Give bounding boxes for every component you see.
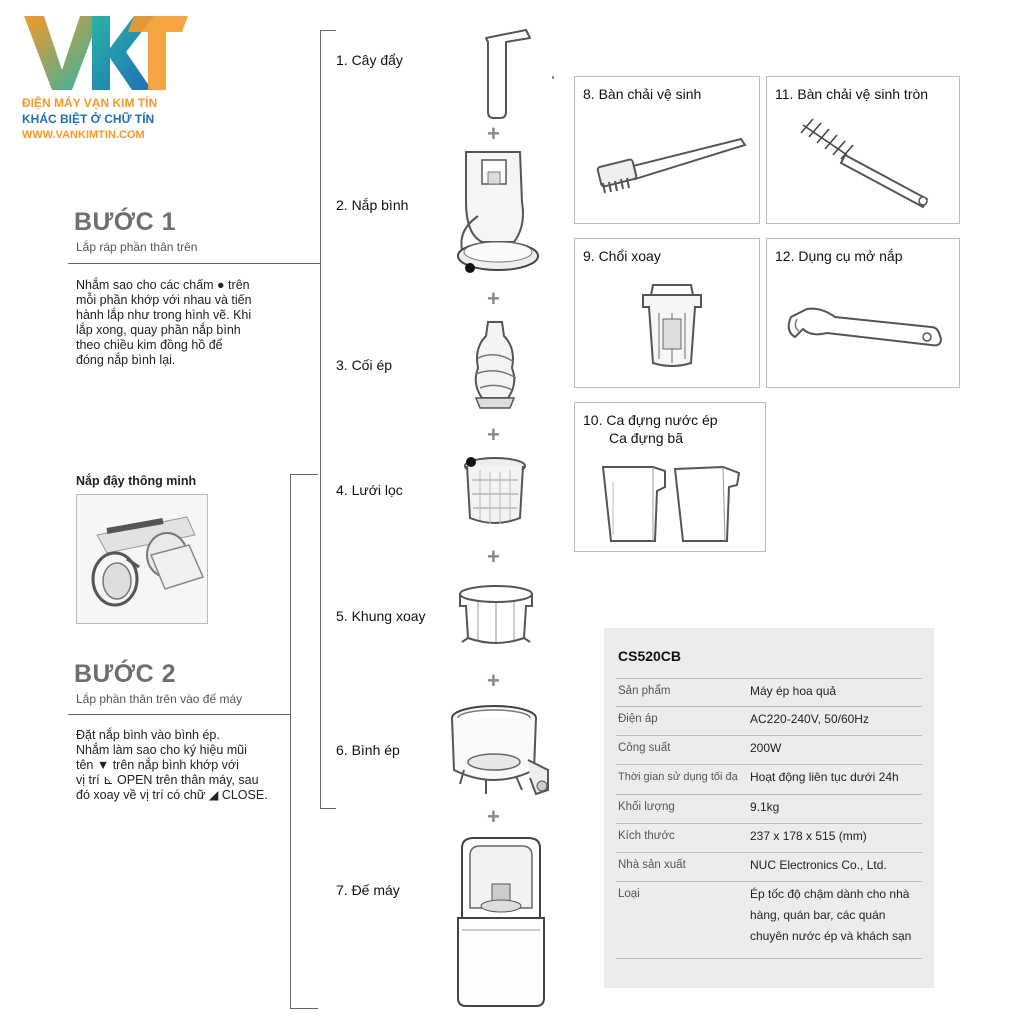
spec-value: Máy ép hoa quả xyxy=(750,684,837,698)
spec-row xyxy=(616,735,922,765)
part-label-lid: 2. Nắp bình xyxy=(336,197,409,213)
round-cleaning-brush-icon xyxy=(797,115,937,211)
spec-key: Thời gian sử dụng tối đa xyxy=(618,771,738,783)
part-label-strainer: 4. Lưới lọc xyxy=(336,482,403,498)
spec-model: CS520CB xyxy=(618,648,682,664)
spec-table xyxy=(604,628,934,988)
bracket-step2-vertical xyxy=(290,474,291,1008)
strainer-icon xyxy=(460,454,530,534)
tiny-mark xyxy=(552,76,554,79)
pusher-icon xyxy=(480,26,536,122)
step1-divider xyxy=(68,263,320,264)
accessory-label-11: 11. Bàn chải vệ sinh tròn xyxy=(775,86,929,102)
accessory-box-9 xyxy=(574,238,760,388)
motor-base-icon xyxy=(452,834,550,1012)
step1-line: mỗi phần khớp với nhau và tiến xyxy=(76,293,252,307)
spec-key: Khối lượng xyxy=(618,801,675,813)
pulp-cup-icon xyxy=(671,461,743,547)
lid-icon xyxy=(452,146,544,278)
spec-value: 200W xyxy=(750,741,782,755)
accessory-label-10 xyxy=(583,411,718,447)
brand-line-2: KHÁC BIỆT Ở CHỮ TÍN xyxy=(22,112,155,126)
part-label-pusher: 1. Cây đẩy xyxy=(336,52,403,68)
spec-row xyxy=(616,881,922,959)
step1-line: hành lắp như trong hình vẽ. Khi xyxy=(76,308,252,322)
cleaning-brush-icon xyxy=(595,133,749,197)
juicing-bowl-icon xyxy=(446,700,556,802)
accessory-label-9: 9. Chổi xoay xyxy=(583,248,661,264)
lid-opener-tool-icon xyxy=(781,297,951,357)
plus-sign: + xyxy=(487,668,500,693)
step2-line: vị trí ⊾ OPEN trên thân máy, sau xyxy=(76,773,259,787)
brand-url[interactable]: WWW.VANKIMTIN.COM xyxy=(22,129,145,141)
spec-value: 9.1kg xyxy=(750,800,780,814)
bracket-step2-bottom xyxy=(290,1008,318,1009)
brand-logo xyxy=(22,12,192,144)
spinning-brush-icon xyxy=(631,283,713,373)
smart-lid-image xyxy=(76,494,208,624)
accessory-label-10-line2: Ca đựng bã xyxy=(609,430,683,446)
smart-lid-illustration-icon xyxy=(77,495,207,623)
accessory-label-12: 12. Dụng cụ mở nắp xyxy=(775,248,903,264)
step2-divider xyxy=(68,714,290,715)
accessory-box-8 xyxy=(574,76,760,224)
step2-line: Đặt nắp bình vào bình ép. xyxy=(76,728,220,742)
step1-line: Nhắm sao cho các chấm ● trên xyxy=(76,278,250,292)
step1-line: lắp xong, quay phần nắp bình xyxy=(76,323,241,337)
spec-value: NUC Electronics Co., Ltd. xyxy=(750,858,887,872)
spec-value: Hoạt động liên tục dưới 24h xyxy=(750,770,899,784)
spec-row xyxy=(616,823,922,853)
accessory-box-10 xyxy=(574,402,766,552)
spec-key: Loại xyxy=(618,888,640,900)
rotating-frame-icon xyxy=(454,584,538,650)
step1-subtitle: Lắp ráp phần thân trên xyxy=(76,240,198,254)
spec-value: 237 x 178 x 515 (mm) xyxy=(750,829,867,843)
spec-row xyxy=(616,852,922,882)
juice-cup-icon xyxy=(599,461,671,547)
bracket-step1-top xyxy=(320,30,336,31)
brand-line-1: ĐIỆN MÁY VẠN KIM TÍN xyxy=(22,96,158,110)
screw-auger-icon xyxy=(462,318,528,412)
spec-value: AC220-240V, 50/60Hz xyxy=(750,712,869,726)
part-label-spinning-brush: 5. Khung xoay xyxy=(336,608,426,624)
spec-key: Kích thước xyxy=(618,830,675,842)
plus-sign: + xyxy=(487,804,500,829)
step1-instructions xyxy=(76,278,286,368)
spec-key: Sản phẩm xyxy=(618,685,671,697)
spec-row xyxy=(616,678,922,707)
plus-sign: + xyxy=(487,422,500,447)
step2-line: đó xoay về vị trí có chữ ◢ CLOSE. xyxy=(76,788,268,802)
bracket-step1-bottom xyxy=(320,808,336,809)
step1-title: BƯỚC 1 xyxy=(74,208,177,236)
bracket-step1-vertical xyxy=(320,30,321,808)
step2-subtitle: Lắp phần thân trên vào đế máy xyxy=(76,692,243,706)
spec-row xyxy=(616,794,922,824)
spec-value: Ép tốc độ chậm dành cho nhà hàng, quán bar, các quán chuyên nước ép và khách sạn xyxy=(750,887,912,943)
plus-sign: + xyxy=(487,286,500,311)
part-label-base: 7. Đế máy xyxy=(336,882,400,898)
accessory-box-11 xyxy=(766,76,960,224)
accessory-label-10-line1: 10. Ca đựng nước ép xyxy=(583,412,718,428)
part-label-bowl: 6. Bình ép xyxy=(336,742,400,758)
spec-row xyxy=(616,764,922,795)
vkt-logo-icon xyxy=(22,12,192,92)
step1-line: đóng nắp bình lại. xyxy=(76,353,176,367)
spec-key: Công suất xyxy=(618,742,671,754)
accessory-label-8: 8. Bàn chải vệ sinh xyxy=(583,86,702,102)
spec-key: Nhà sản xuất xyxy=(618,859,686,871)
spec-row xyxy=(616,706,922,736)
part-label-screw: 3. Cối ép xyxy=(336,357,393,373)
smart-lid-label: Nắp đậy thông minh xyxy=(76,474,197,488)
step2-line: tên ▼ trên nắp bình khớp với xyxy=(76,758,239,772)
plus-sign: + xyxy=(487,121,500,146)
step2-title: BƯỚC 2 xyxy=(74,660,177,688)
spec-key: Điện áp xyxy=(618,713,658,725)
bracket-step2-top xyxy=(290,474,318,475)
step2-instructions xyxy=(76,728,296,803)
accessory-box-12 xyxy=(766,238,960,388)
plus-sign: + xyxy=(487,544,500,569)
step2-line: Nhắm làm sao cho ký hiệu mũi xyxy=(76,743,247,757)
step1-line: theo chiều kim đồng hồ để xyxy=(76,338,223,352)
